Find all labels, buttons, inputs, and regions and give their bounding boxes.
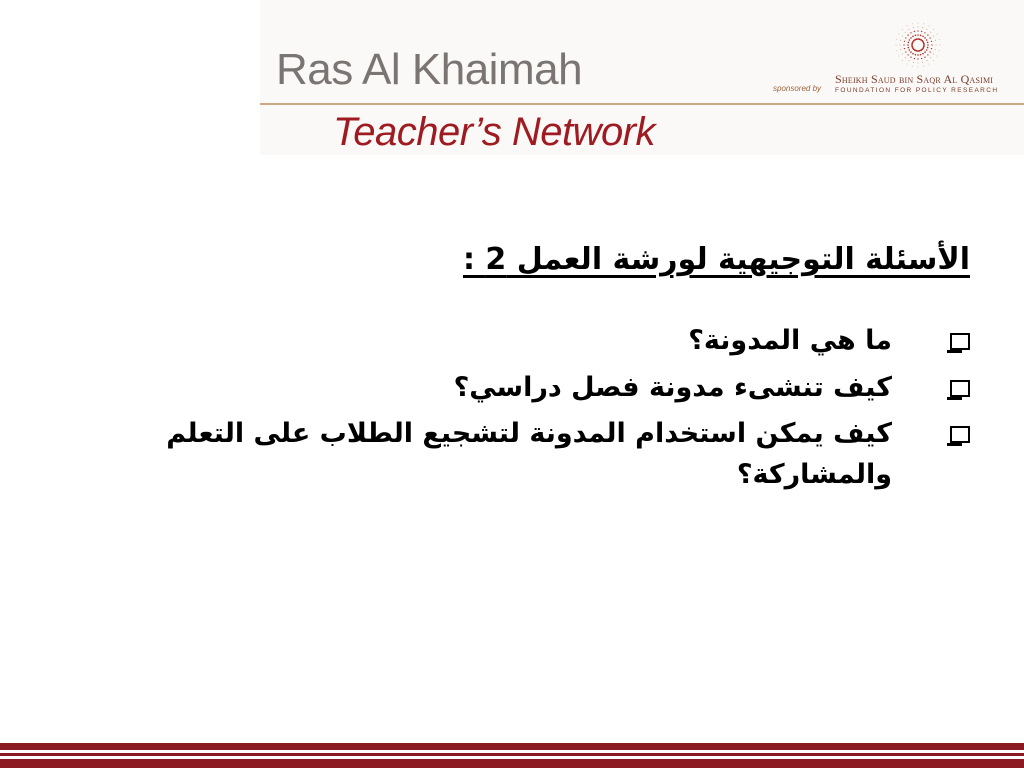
sponsor-label: sponsored by bbox=[773, 84, 822, 93]
list-item bbox=[80, 414, 970, 495]
question-text: كيف تنشىء مدونة فصل دراسي؟ bbox=[453, 371, 892, 403]
foundation-subtitle: FOUNDATION FOR POLICY RESEARCH bbox=[835, 87, 999, 94]
question-list bbox=[80, 321, 970, 495]
checkbox-bullet-icon bbox=[950, 333, 970, 350]
footer-stripe bbox=[0, 759, 1024, 768]
brand-subtitle: Teacher’s Network bbox=[333, 110, 656, 154]
question-text: ما هي المدونة؟ bbox=[688, 325, 892, 356]
checkbox-bullet-icon bbox=[950, 426, 970, 443]
list-item bbox=[80, 321, 970, 362]
sunburst-logo-icon bbox=[893, 20, 943, 70]
foundation-name: Sheikh Saud bin Saqr Al Qasimi bbox=[835, 72, 994, 86]
brand-title: Ras Al Khaimah bbox=[276, 45, 583, 94]
list-item bbox=[80, 368, 970, 409]
footer-stripe bbox=[0, 743, 1024, 750]
slide-heading: الأسئلة التوجيهية لورشة العمل 2 : bbox=[462, 242, 970, 277]
header-divider bbox=[260, 103, 1024, 105]
checkbox-bullet-icon bbox=[950, 380, 970, 397]
slide-content bbox=[80, 240, 970, 501]
question-text: كيف يمكن استخدام المدونة لتشجيع الطلاب على التعلم والمشاركة؟ bbox=[166, 418, 892, 490]
footer-stripe bbox=[0, 753, 1024, 756]
